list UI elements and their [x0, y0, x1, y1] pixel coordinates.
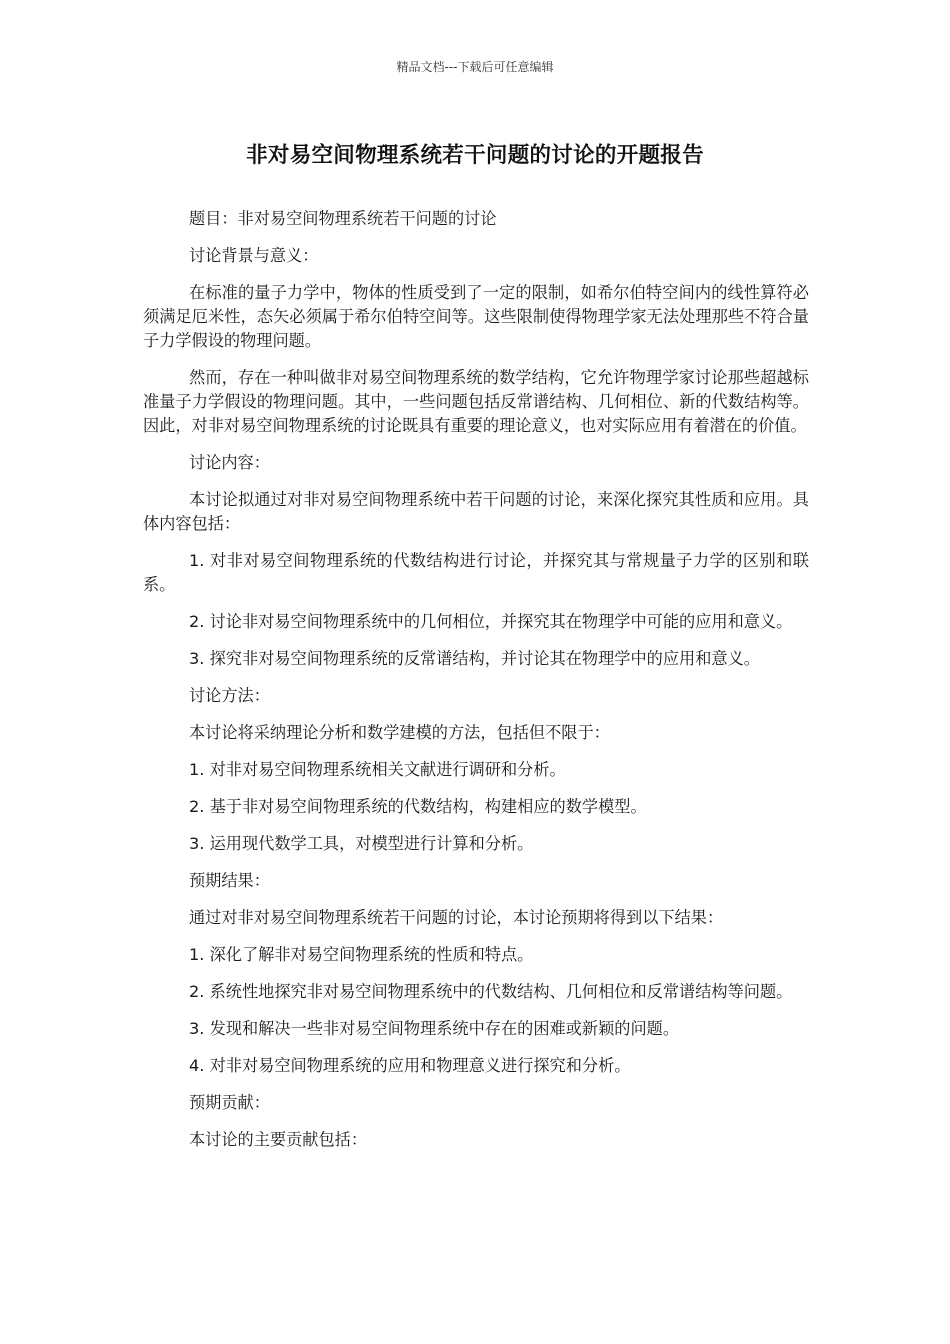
- paragraph: 在标准的量子力学中，物体的性质受到了一定的限制，如希尔伯特空间内的线性算符必须满足厄米性，态矢必须属于希尔伯特空间等。这些限制使得物理学家无法处理那些不符合量子力学假设的物理问题。: [143, 283, 809, 350]
- section-heading-method: 讨论方法：: [189, 686, 270, 705]
- document-body: [143, 207, 809, 1165]
- section-heading-expected-results: 预期结果：: [189, 871, 270, 890]
- list-item: 2. 基于非对易空间物理系统的代数结构，构建相应的数学模型。: [189, 797, 647, 816]
- section-heading-content: 讨论内容：: [189, 453, 270, 472]
- list-item: 1. 对非对易空间物理系统相关文献进行调研和分析。: [189, 760, 566, 779]
- paragraph: 通过对非对易空间物理系统若干问题的讨论，本讨论预期将得到以下结果：: [189, 908, 724, 927]
- paragraph: 本讨论将采纳理论分析和数学建模的方法，包括但不限于：: [189, 723, 610, 742]
- section-heading-contribution: 预期贡献：: [189, 1093, 270, 1112]
- paragraph: 然而，存在一种叫做非对易空间物理系统的数学结构，它允许物理学家讨论那些超越标准量子力学假设的物理问题。其中，一些问题包括反常谱结构、几何相位、新的代数结构等。因此，对非对易空间物理系统的讨论既具有重要的理论意义，也对实际应用有着潜在的价值。: [143, 368, 809, 435]
- paragraph: 本讨论的主要贡献包括：: [189, 1130, 368, 1149]
- paragraph: 本讨论拟通过对非对易空间物理系统中若干问题的讨论，来深化探究其性质和应用。具体内容包括：: [143, 490, 809, 533]
- paragraph-topic: 题目：非对易空间物理系统若干问题的讨论: [189, 209, 497, 228]
- list-item: 4. 对非对易空间物理系统的应用和物理意义进行探究和分析。: [189, 1056, 631, 1075]
- header-note: 精品文档---下载后可任意编辑: [396, 60, 554, 74]
- list-item: 3. 探究非对易空间物理系统的反常谱结构，并讨论其在物理学中的应用和意义。: [189, 649, 760, 668]
- list-item: 2. 系统性地探究非对易空间物理系统中的代数结构、几何相位和反常谱结构等问题。: [189, 982, 793, 1001]
- section-heading-background: 讨论背景与意义：: [189, 246, 319, 265]
- list-item: 3. 运用现代数学工具，对模型进行计算和分析。: [189, 834, 534, 853]
- document-title: 非对易空间物理系统若干问题的讨论的开题报告: [246, 143, 704, 168]
- list-item: 1. 深化了解非对易空间物理系统的性质和特点。: [189, 945, 534, 964]
- list-item: 1. 对非对易空间物理系统的代数结构进行讨论，并探究其与常规量子力学的区别和联系。: [143, 551, 809, 594]
- list-item: 2. 讨论非对易空间物理系统中的几何相位，并探究其在物理学中可能的应用和意义。: [189, 612, 793, 631]
- list-item: 3. 发现和解决一些非对易空间物理系统中存在的困难或新颖的问题。: [189, 1019, 680, 1038]
